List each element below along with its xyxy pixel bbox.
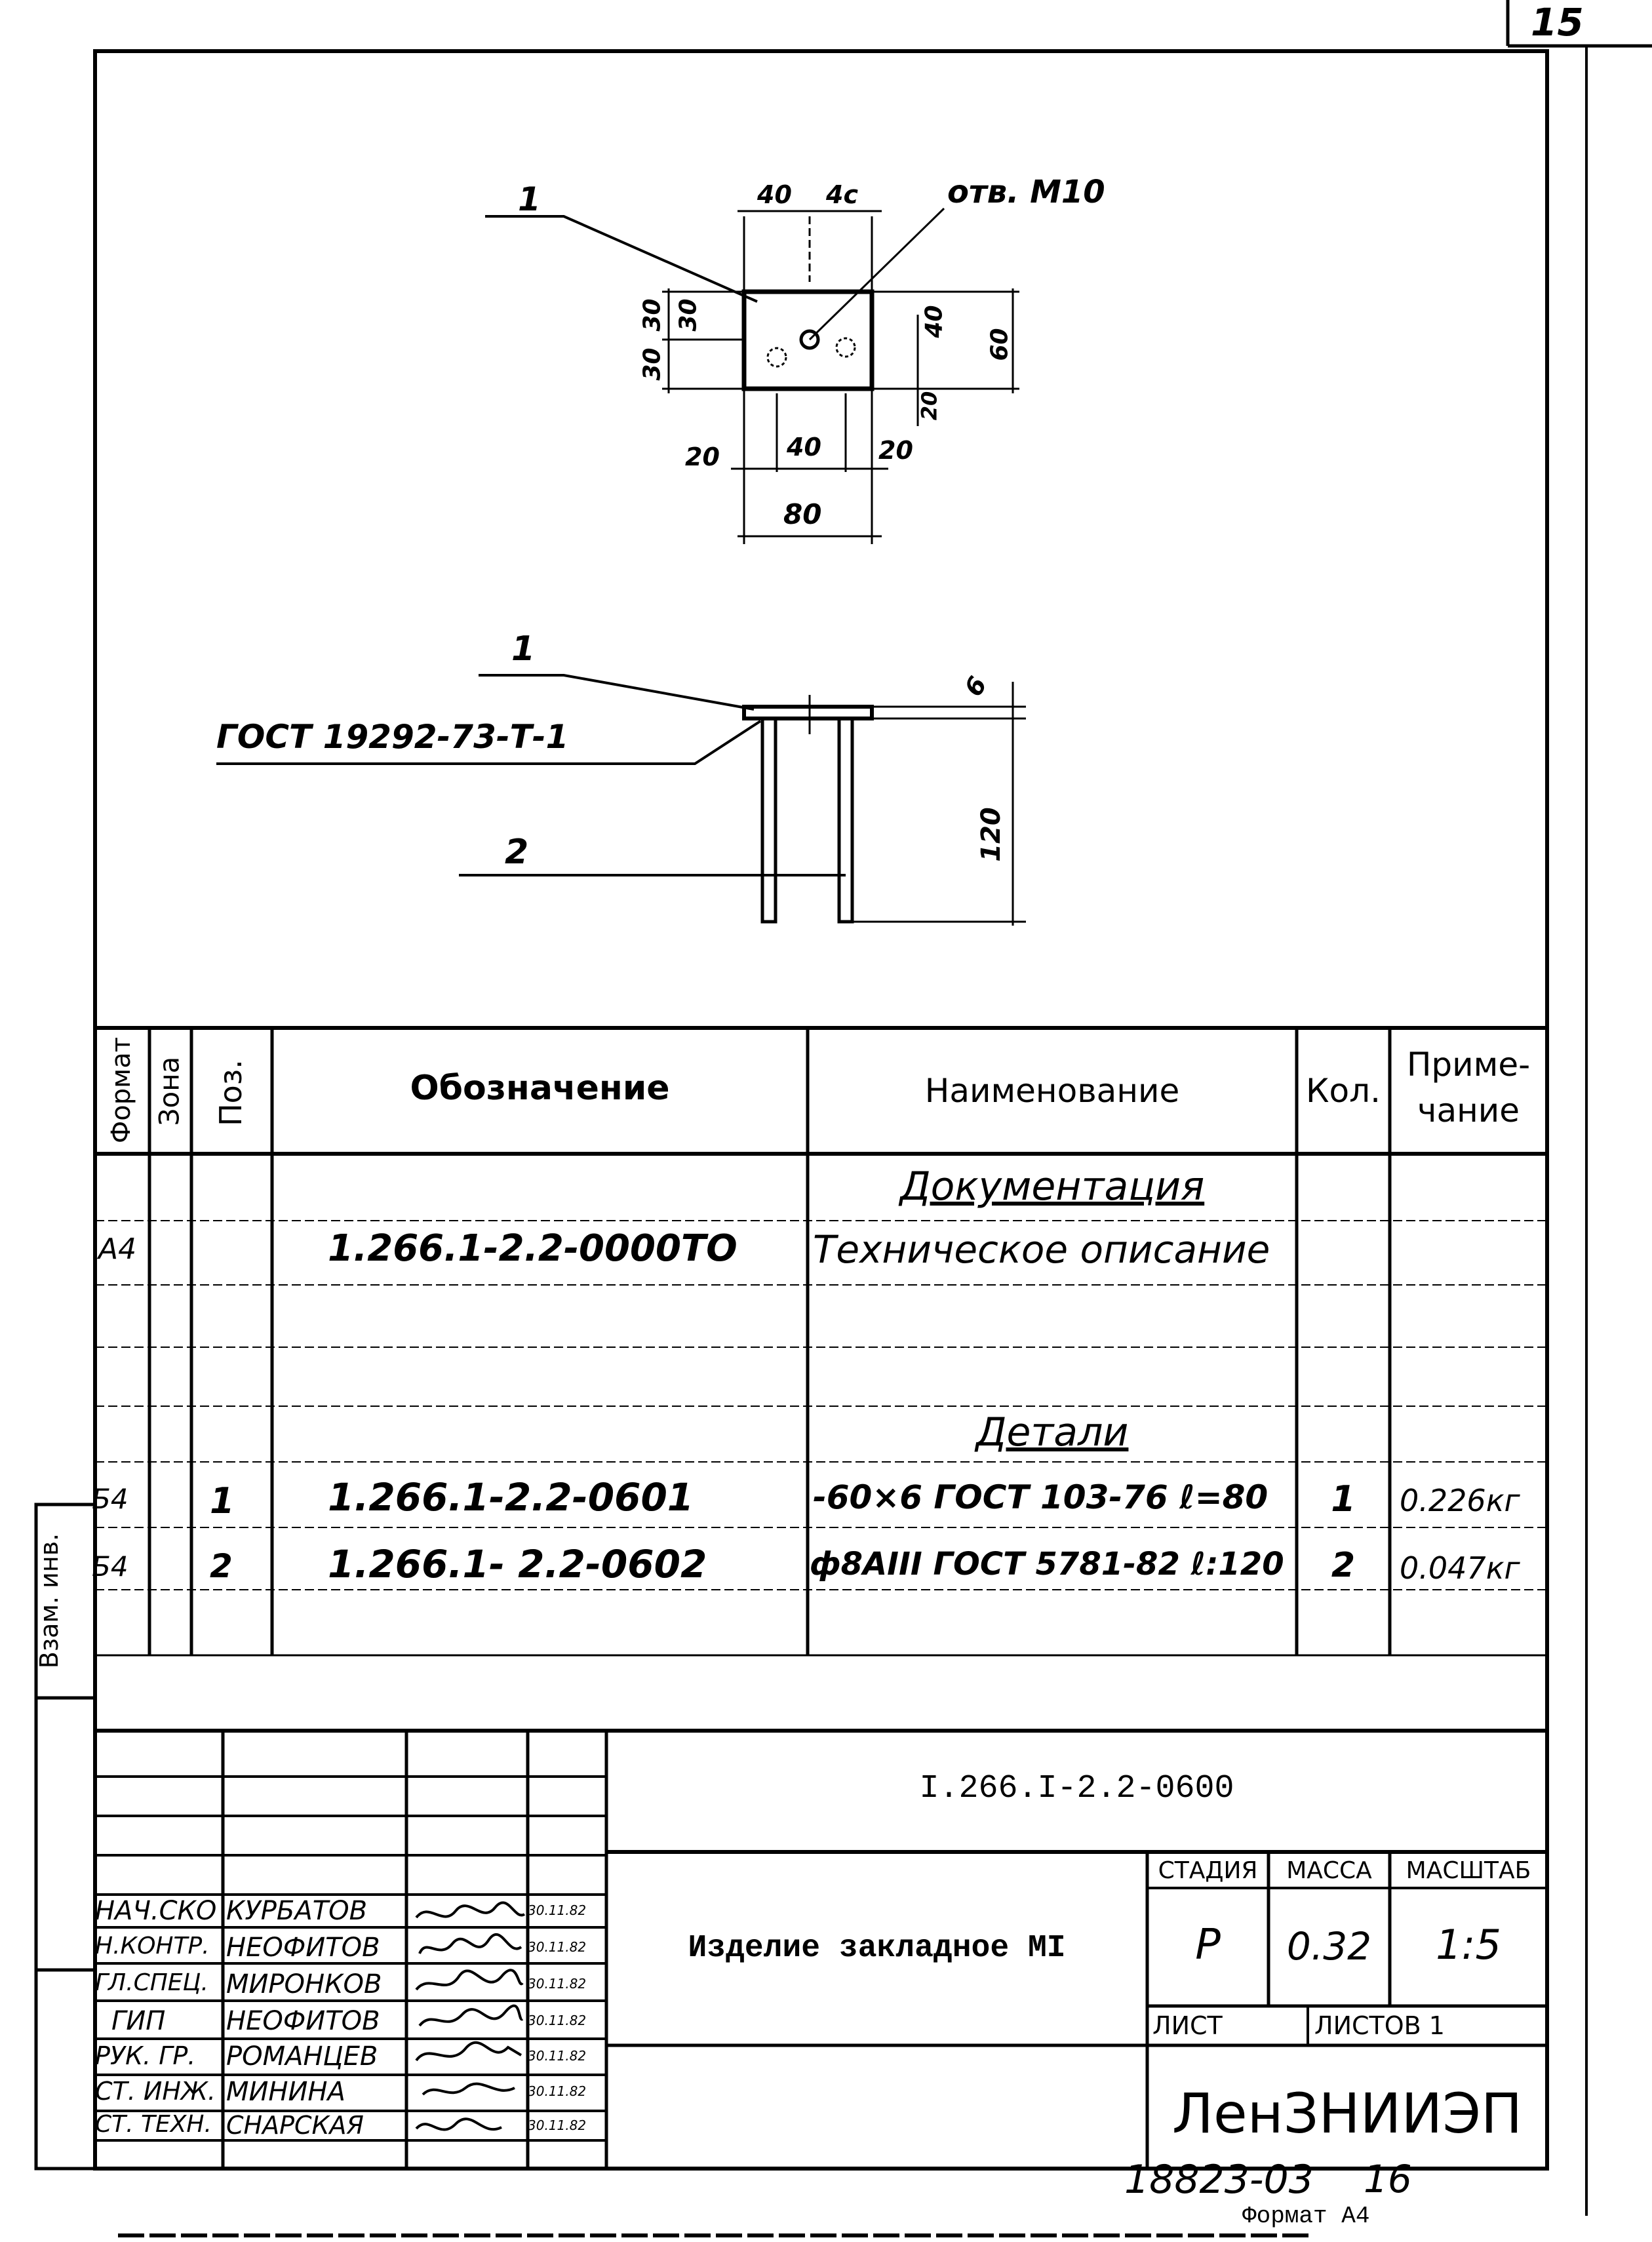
signatures [410,1898,528,2167]
row-name: ф8АIII ГОСТ 5781-82 ℓ:120 [810,1546,1284,1583]
dim-top-right: 4с [826,180,858,209]
header-qty: Кол. [1306,1072,1381,1110]
dim-bottom-mid: 40 [787,433,821,462]
scale-label: МАСШТАБ [1406,1857,1531,1884]
signer-name: СНАРСКАЯ [226,2111,364,2140]
row-name: -60×6 ГОСТ 103-76 ℓ=80 [813,1478,1268,1516]
dim-right-bottom: 20 [916,391,942,421]
section-details: Детали [975,1409,1129,1455]
dim-thickness: 6 [958,671,993,701]
dim-bottom-total: 80 [783,498,822,530]
dim-left-upper: 30 [639,298,666,332]
row-designation: 1.266.1-2.2-0601 [328,1475,694,1520]
sheets-label: ЛИСТОВ 1 [1314,2011,1445,2040]
row-pos: 2 [210,1547,233,1585]
dim-right-outer: 60 [986,328,1013,361]
header-zone: Зона [153,1056,186,1126]
row-format: А4 [98,1232,137,1266]
signers-list [95,1895,606,2169]
signer-name: НЕОФИТОВ [226,2006,380,2036]
signer-role: НАЧ.СКО [95,1896,217,1926]
row-pos: 1 [210,1480,235,1522]
mass-label: МАССА [1286,1857,1372,1884]
hole-note: отв. М10 [947,174,1105,210]
header-format: Формат [106,1036,136,1144]
signer-name: МИНИНА [226,2077,345,2107]
signer-name: КУРБАТОВ [226,1896,368,1926]
signer-date: 30.11.82 [528,1939,587,1955]
side-stamp-label: Взам. инв. [35,1533,64,1669]
signer-role: СТ. ТЕХН. [95,2111,212,2138]
row-note: 0.226кг [1400,1483,1520,1518]
page-number: 15 [1531,0,1584,45]
row-format: Б4 [92,1483,128,1515]
row-note: 0.047кг [1400,1550,1520,1586]
title-block-code: I.266.I-2.2-0600 [919,1770,1234,1807]
footer-format: Формат А4 [1242,2203,1370,2230]
signer-role: ГИП [111,2006,166,2036]
signer-role: РУК. ГР. [95,2041,196,2070]
header-note-line2: чание [1417,1092,1520,1130]
section-documentation: Документация [899,1164,1205,1210]
dim-bottom-right: 20 [878,436,913,465]
row-designation: 1.266.1- 2.2-0602 [328,1542,707,1586]
signer-role: СТ. ИНЖ. [95,2077,216,2106]
signer-date: 30.11.82 [528,1902,587,1918]
stage-label: СТАДИЯ [1158,1857,1258,1884]
footer-sheet: 16 [1364,2157,1412,2201]
mass-value: 0.32 [1286,1924,1372,1969]
title-block-title: Изделие закладное МI [688,1931,1066,1966]
dim-height: 120 [975,807,1006,862]
scale-value: 1:5 [1436,1921,1501,1969]
signer-name: РОМАНЦЕВ [226,2041,378,2072]
dim-left-lower: 30 [639,347,666,381]
side-leader-pos-1: 1 [511,629,536,669]
dim-left-outer: 30 [675,298,702,332]
dim-right-inner: 40 [920,305,948,338]
row-format: Б4 [92,1550,128,1583]
header-designation: Обозначение [410,1069,670,1108]
weld-note: ГОСТ 19292-73-Т-1 [216,718,569,756]
sheet-label: ЛИСТ [1152,2011,1223,2040]
signer-role: Н.КОНТР. [95,1933,210,1959]
row-qty: 1 [1331,1478,1356,1520]
top-leader-pos: 1 [518,180,541,218]
signer-date: 30.11.82 [528,2083,587,2099]
signer-date: 30.11.82 [528,2117,587,2133]
side-leader-pos-2: 2 [505,833,529,872]
header-pos: Поз. [213,1059,248,1126]
row-name: Техническое описание [813,1227,1270,1272]
dim-top-left: 40 [757,180,792,209]
organization: ЛенЗНИИЭП [1171,2081,1523,2146]
row-designation: 1.266.1-2.2-0000ТО [328,1227,738,1270]
header-name: Наименование [924,1072,1180,1110]
dim-bottom-left: 20 [685,442,720,471]
inventory-number: 18823-03 [1124,2157,1314,2203]
signer-name: МИРОНКОВ [226,1969,382,1999]
signer-name: НЕОФИТОВ [226,1933,380,1963]
signer-role: ГЛ.СПЕЦ. [95,1969,208,1996]
header-note-line1: Приме- [1406,1046,1531,1084]
stage-value: Р [1195,1921,1221,1969]
row-qty: 2 [1331,1546,1356,1585]
signer-date: 30.11.82 [528,1976,587,1992]
signer-date: 30.11.82 [528,2048,587,2064]
signer-date: 30.11.82 [528,2013,587,2028]
